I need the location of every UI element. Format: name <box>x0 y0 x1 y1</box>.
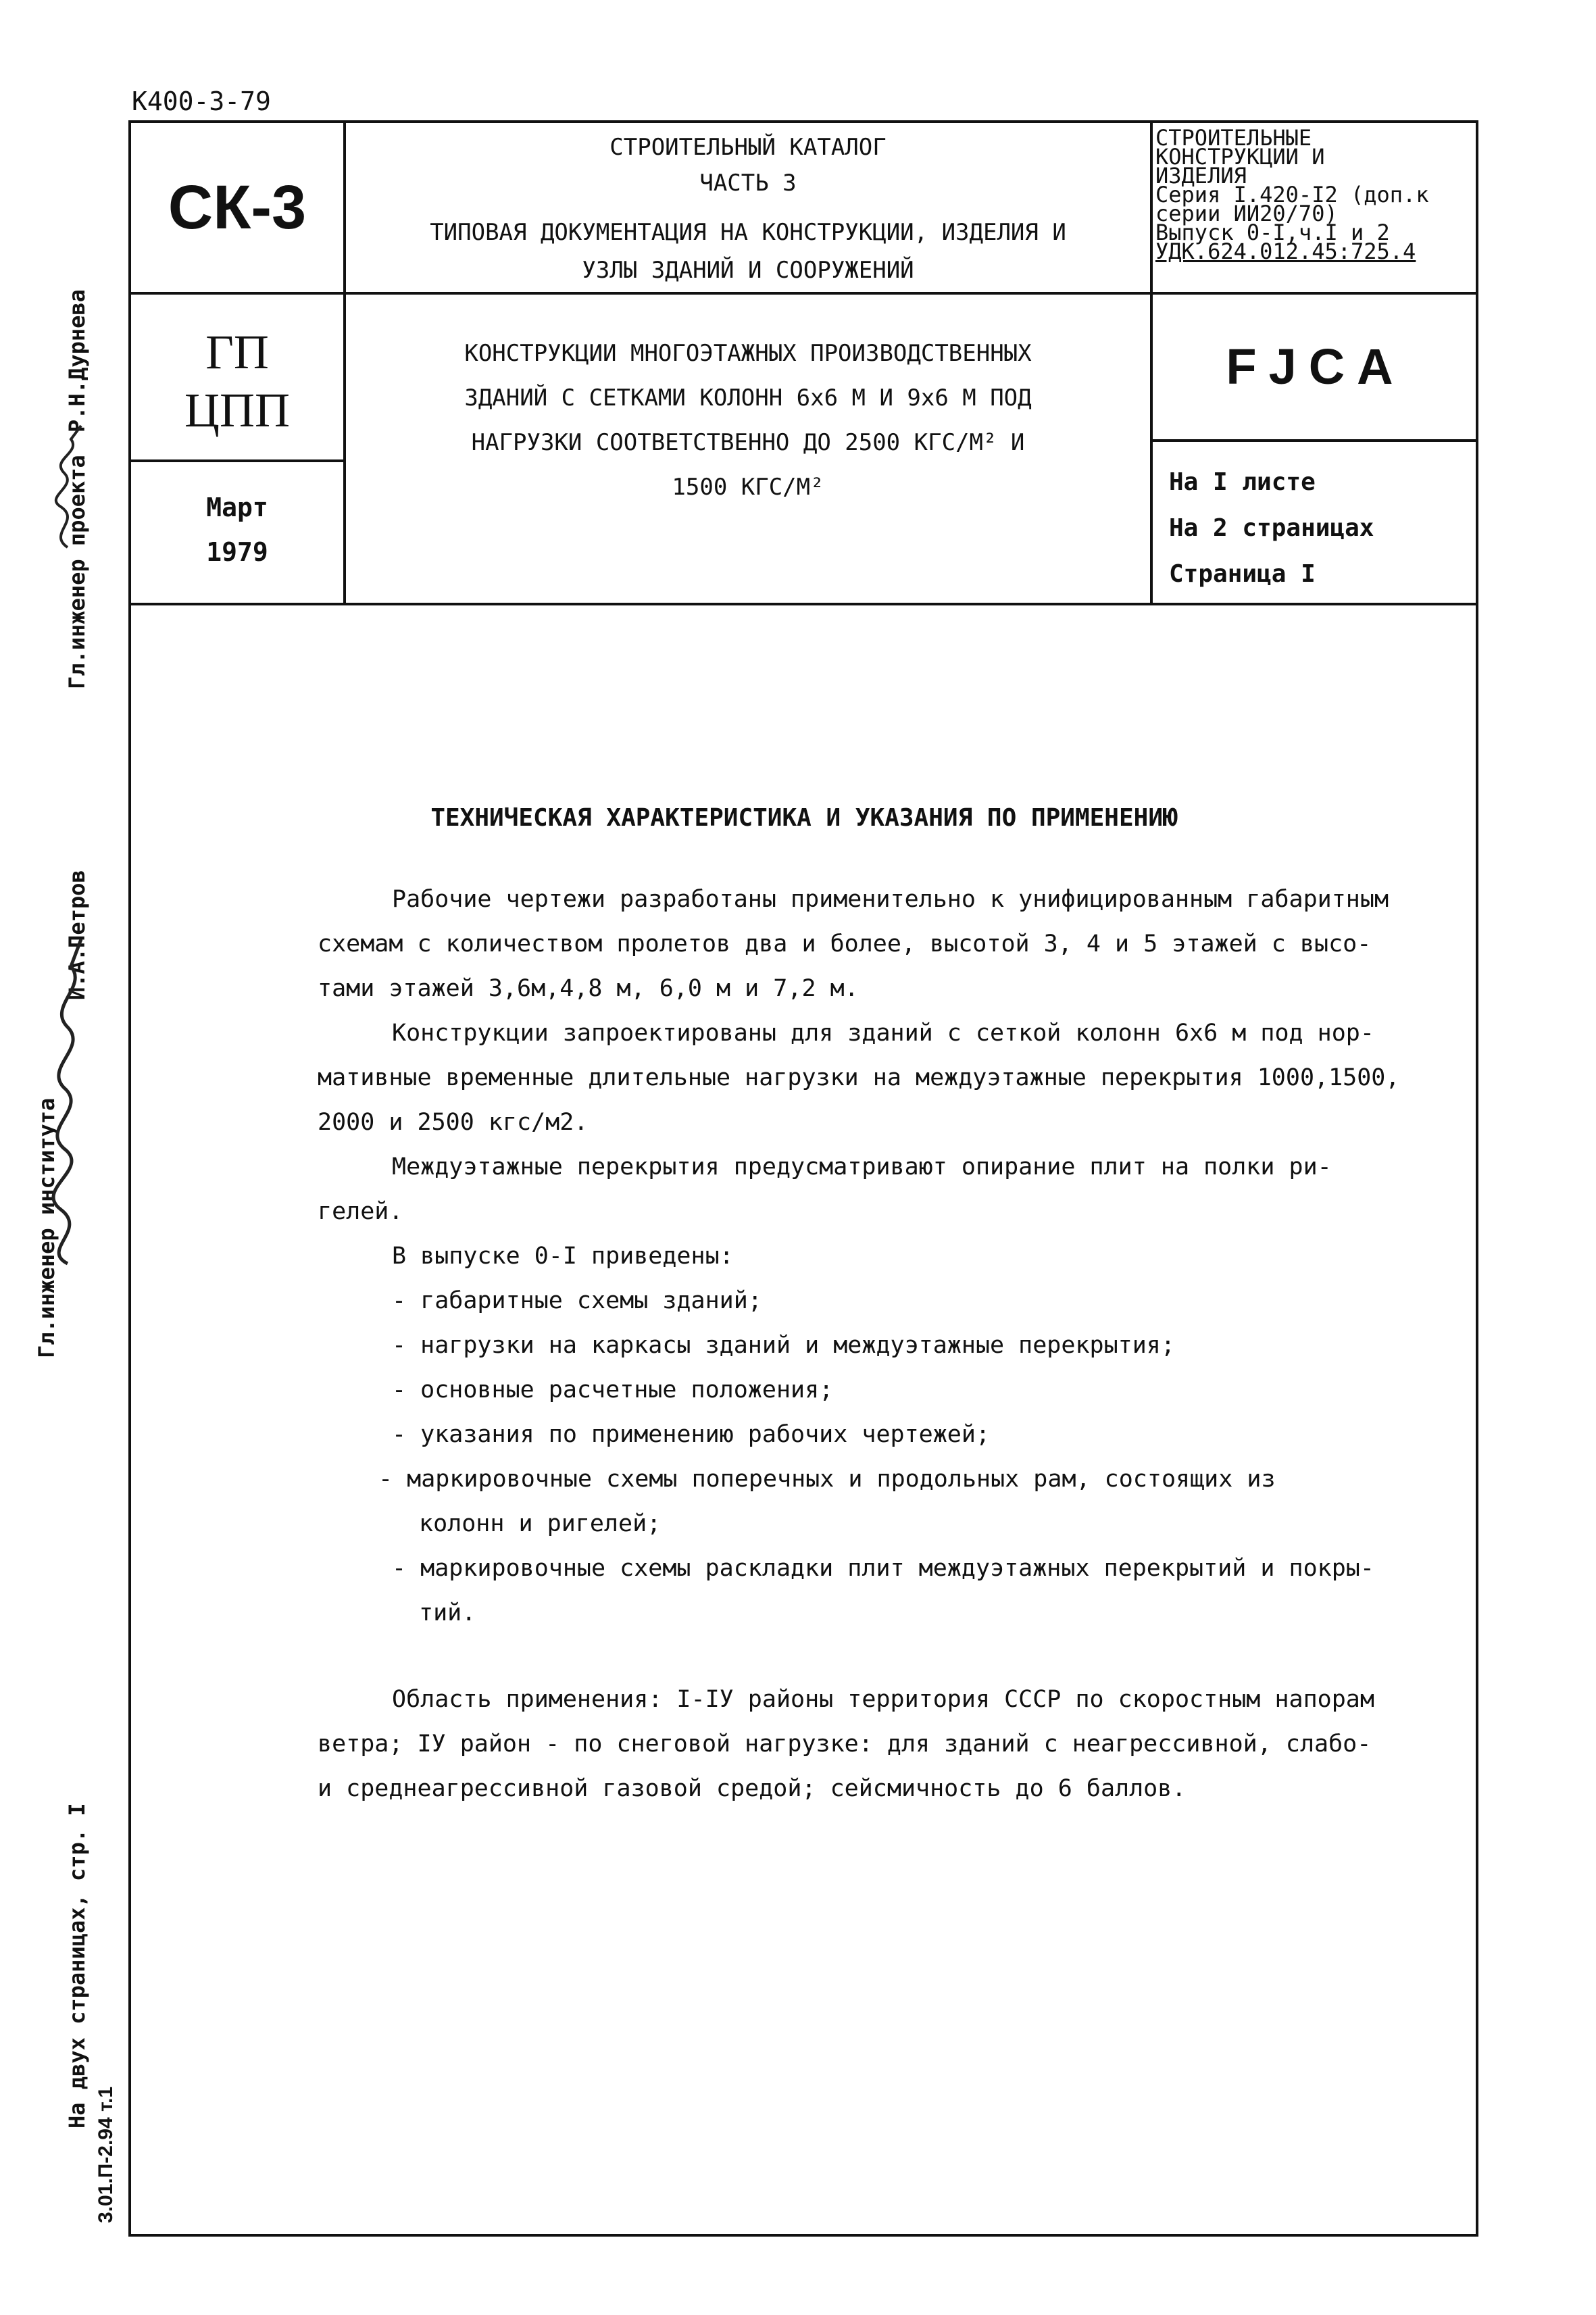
list-item: - маркировочные схемы раскладки плит междуэтажных перекрытий и покры- <box>392 1555 1374 1582</box>
text-line: Конструкции запроектированы для зданий с сеткой колонн 6х6 м под нор- <box>392 1020 1374 1047</box>
reference-code: 3.01.П-2.94 т.1 <box>95 2086 117 2223</box>
code-letters: FJCA <box>1226 339 1405 395</box>
series-code-big: СК-3 <box>168 173 307 242</box>
paragraph-floors <box>318 1145 1466 1234</box>
signature-project <box>41 419 95 554</box>
text-line: Рабочие чертежи разработаны применительно к унифицированным габаритным <box>392 886 1389 913</box>
organization <box>131 323 343 439</box>
section-heading: ТЕХНИЧЕСКАЯ ХАРАКТЕРИСТИКА И УКАЗАНИЯ ПО ПРИМЕНЕНИЮ <box>430 804 1178 832</box>
sheet-info <box>1169 459 1473 597</box>
text-line: мативные временные длительные нагрузки на междуэтажные перекрытия 1000,1500, <box>318 1064 1400 1091</box>
page-count: На 2 страницах <box>1169 514 1374 542</box>
date-month: Март <box>206 493 268 522</box>
text-line: и среднеагрессивной газовой средой; сейсмичность до 6 баллов. <box>318 1775 1187 1802</box>
header-divider-1 <box>128 292 1478 295</box>
list-item: - основные расчетные положения; <box>392 1376 834 1403</box>
text-line: схемам с количеством пролетов два и более, высотой 3, 4 и 5 этажей с высо- <box>318 930 1372 957</box>
chief-engineer-project-label: Гл.инженер проекта <box>64 455 90 689</box>
header-divider-2 <box>128 603 1478 605</box>
title-line: КОНСТРУКЦИИ МНОГОЭТАЖНЫХ ПРОИЗВОДСТВЕННЫХ <box>464 340 1032 367</box>
catalog-title <box>346 128 1150 289</box>
code-sheet-divider <box>1150 439 1478 442</box>
ref-line: серии ИИ20/70) <box>1155 201 1338 226</box>
contents-list <box>378 1278 1473 1635</box>
text-line: гелей. <box>318 1198 403 1225</box>
catalog-line: СТРОИТЕЛЬНЫЙ КАТАЛОГ <box>609 134 887 161</box>
text-line: ветра; IУ район - по снеговой нагрузке: для зданий с неагрессивной, слабо- <box>318 1731 1372 1758</box>
text-line: Междуэтажные перекрытия предусматривают опирание плит на полки ри- <box>392 1153 1332 1180</box>
paragraph-structures <box>318 1011 1466 1145</box>
org-line: ЦПП <box>184 383 290 437</box>
ref-line: Выпуск 0-I,ч.I и 2 <box>1155 220 1390 245</box>
title-line: 1500 КГС/М² <box>672 474 824 501</box>
title-line: ЗДАНИЙ С СЕТКАМИ КОЛОНН 6х6 М И 9х6 М ПОД <box>464 384 1032 412</box>
chief-engineer-institute-label: Гл.инженер института <box>34 1097 59 1358</box>
ref-line: СТРОИТЕЛЬНЫЕ <box>1155 125 1312 151</box>
ref-line: КОНСТРУКЦИИ И <box>1155 144 1325 170</box>
list-intro: В выпуске 0-I приведены: <box>392 1243 734 1270</box>
list-item-cont: тий. <box>419 1599 476 1626</box>
catalog-line: ЧАСТЬ 3 <box>699 170 797 197</box>
catalog-line: ТИПОВАЯ ДОКУМЕНТАЦИЯ НА КОНСТРУКЦИИ, ИЗДЕЛИЯ И <box>430 219 1066 246</box>
pages-note: На двух страницах, стр. I <box>64 1803 90 2129</box>
org-date-divider <box>128 459 345 462</box>
text-line: 2000 и 2500 кгс/м2. <box>318 1109 589 1136</box>
list-item: - указания по применению рабочих чертежей; <box>392 1421 991 1448</box>
paragraph-drawings <box>318 877 1466 1011</box>
ref-line: УДК.624.012.45:725.4 <box>1155 239 1416 264</box>
issue-date <box>131 485 343 574</box>
text-line: тами этажей 3,6м,4,8 м, 6,0 м и 7,2 м. <box>318 975 859 1002</box>
sheet-count: На I листе <box>1169 468 1316 496</box>
list-item: - нагрузки на каркасы зданий и междуэтажные перекрытия; <box>392 1332 1175 1359</box>
chief-engineer-project-name: Р.Н.Дурнева <box>64 289 90 432</box>
paragraph-scope <box>318 1677 1466 1811</box>
ref-line: ИЗДЕЛИЯ <box>1155 163 1247 189</box>
chief-engineer-institute-name: И.А.Петров <box>64 870 90 1000</box>
title-line: НАГРУЗКИ СООТВЕТСТВЕННО ДО 2500 КГС/М² И <box>471 429 1025 456</box>
list-item-cont: колонн и ригелей; <box>419 1510 662 1537</box>
org-line: ГП <box>205 325 269 379</box>
signature-institute <box>27 932 101 1270</box>
catalog-line: УЗЛЫ ЗДАНИЙ И СООРУЖЕНИЙ <box>582 257 914 284</box>
ref-line: Серия I.420-I2 (доп.к <box>1155 182 1429 207</box>
series-reference <box>1155 125 1473 264</box>
list-item: - габаритные схемы зданий; <box>392 1287 762 1314</box>
text-line: Область применения: I-IУ районы территория СССР по скоростным напорам <box>392 1686 1374 1713</box>
page-number: Страница I <box>1169 560 1316 588</box>
document-title <box>346 331 1150 509</box>
list-item: - маркировочные схемы поперечных и продольных рам, состоящих из <box>378 1466 1276 1493</box>
document-code: К400-3-79 <box>132 86 271 116</box>
date-year: 1979 <box>206 537 268 567</box>
